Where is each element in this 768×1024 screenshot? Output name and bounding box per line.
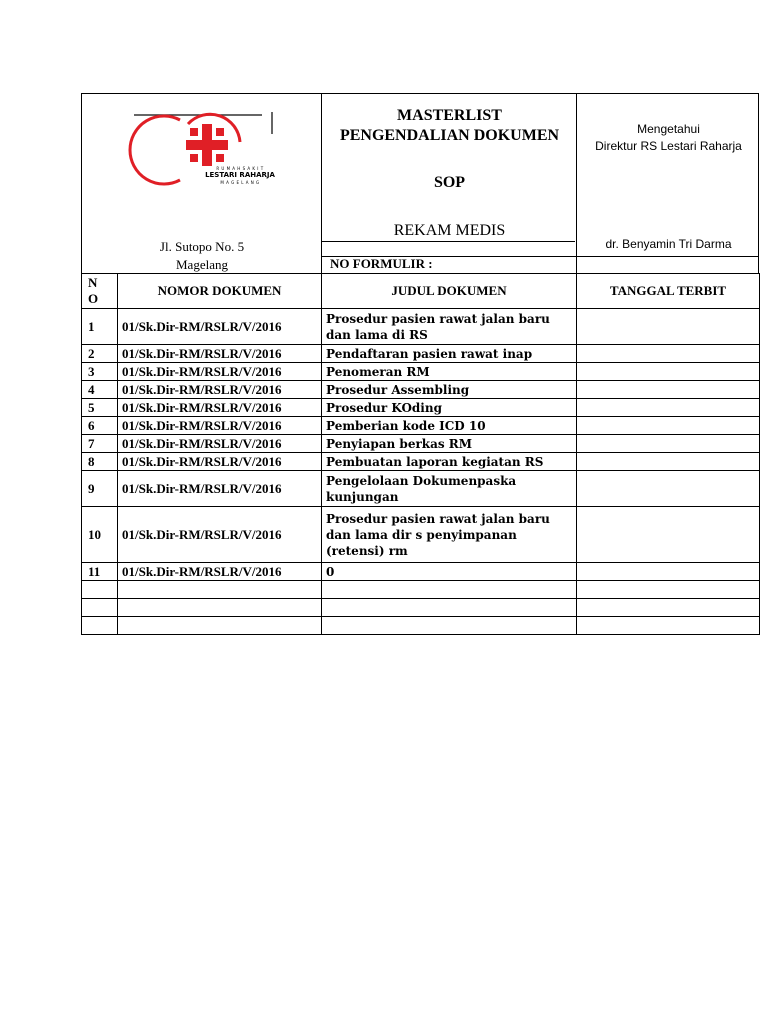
- unit-name: REKAM MEDIS: [393, 222, 506, 239]
- table-row-empty: [82, 617, 760, 635]
- row-tanggal: [577, 435, 760, 453]
- table-row: [82, 309, 760, 345]
- address-city: Magelang: [176, 257, 228, 272]
- title-masterlist: MASTERLIST: [397, 107, 502, 124]
- approver-name: dr. Benyamin Tri Darma: [605, 237, 732, 251]
- document-type: SOP: [433, 174, 466, 191]
- col-header-tanggal: TANGGAL TERBIT: [577, 274, 760, 309]
- row-tanggal: [577, 471, 760, 507]
- row-nomor: 01/Sk.Dir-RM/RSLR/V/2016: [118, 507, 322, 563]
- empty-cell: [118, 581, 322, 599]
- row-tanggal: [577, 563, 760, 581]
- row-tanggal: [577, 309, 760, 345]
- table-row: [82, 563, 760, 581]
- logo-line-2: LESTARI RAHARJA: [205, 171, 275, 179]
- row-tanggal: [577, 363, 760, 381]
- table-row: [82, 345, 760, 363]
- no-formulir-label: NO FORMULIR :: [330, 256, 433, 271]
- row-judul: Prosedur pasien rawat jalan baru dan lama dir s penyimpanan (retensi) rm: [322, 507, 577, 563]
- table-row: [82, 363, 760, 381]
- hospital-logo: [122, 102, 282, 202]
- row-judul: Pengelolaan Dokumenpaska kunjungan: [322, 471, 577, 507]
- col-header-judul: JUDUL DOKUMEN: [322, 274, 577, 309]
- empty-cell: [577, 581, 760, 599]
- table-header-row: [82, 274, 760, 309]
- hospital-logo-icon: [122, 102, 282, 202]
- empty-cell: [82, 581, 118, 599]
- row-tanggal: [577, 453, 760, 471]
- row-no: 9: [82, 471, 118, 507]
- row-no: 11: [82, 563, 118, 581]
- logo-line-3: M A G E L A N G: [220, 180, 260, 185]
- address-street: Jl. Sutopo No. 5: [159, 239, 245, 254]
- row-judul: Prosedur pasien rawat jalan baru dan lama di RS: [322, 309, 577, 345]
- row-no: 5: [82, 399, 118, 417]
- row-no: 7: [82, 435, 118, 453]
- document-table: [81, 273, 760, 635]
- row-nomor: 01/Sk.Dir-RM/RSLR/V/2016: [118, 309, 322, 345]
- row-tanggal: [577, 507, 760, 563]
- row-judul: Penyiapan berkas RM: [322, 435, 577, 453]
- row-nomor: 01/Sk.Dir-RM/RSLR/V/2016: [118, 471, 322, 507]
- row-nomor: 01/Sk.Dir-RM/RSLR/V/2016: [118, 399, 322, 417]
- empty-cell: [577, 599, 760, 617]
- table-row: [82, 471, 760, 507]
- table-row: [82, 435, 760, 453]
- row-nomor: 01/Sk.Dir-RM/RSLR/V/2016: [118, 381, 322, 399]
- empty-cell: [118, 599, 322, 617]
- col-header-no: N O: [82, 274, 118, 309]
- row-nomor: 01/Sk.Dir-RM/RSLR/V/2016: [118, 417, 322, 435]
- row-no: 6: [82, 417, 118, 435]
- table-row: [82, 507, 760, 563]
- row-nomor: 01/Sk.Dir-RM/RSLR/V/2016: [118, 363, 322, 381]
- title-pengendalian: PENGENDALIAN DOKUMEN: [339, 127, 560, 144]
- col-header-nomor: NOMOR DOKUMEN: [118, 274, 322, 309]
- approval-label: Mengetahui: [637, 122, 700, 136]
- row-nomor: 01/Sk.Dir-RM/RSLR/V/2016: [118, 435, 322, 453]
- logo-line-1: R U M A H S A K I T: [216, 166, 264, 171]
- table-row: [82, 399, 760, 417]
- row-tanggal: [577, 381, 760, 399]
- empty-cell: [322, 581, 577, 599]
- header-rule-title: [321, 241, 575, 242]
- row-no: 10: [82, 507, 118, 563]
- row-nomor: 01/Sk.Dir-RM/RSLR/V/2016: [118, 563, 322, 581]
- table-row-empty: [82, 581, 760, 599]
- row-no: 3: [82, 363, 118, 381]
- empty-cell: [82, 599, 118, 617]
- table-row: [82, 453, 760, 471]
- row-nomor: 01/Sk.Dir-RM/RSLR/V/2016: [118, 453, 322, 471]
- row-judul: Prosedur Assembling: [322, 381, 577, 399]
- row-tanggal: [577, 345, 760, 363]
- table-row: [82, 417, 760, 435]
- masterlist-document: [81, 93, 759, 635]
- row-judul: Pemberian kode ICD 10: [322, 417, 577, 435]
- empty-cell: [577, 617, 760, 635]
- row-judul: Prosedur KOding: [322, 399, 577, 417]
- empty-cell: [82, 617, 118, 635]
- approval-role: Direktur RS Lestari Raharja: [595, 139, 742, 153]
- row-no: 4: [82, 381, 118, 399]
- row-judul: Pendaftaran pasien rawat inap: [322, 345, 577, 363]
- row-judul: Penomeran RM: [322, 363, 577, 381]
- row-tanggal: [577, 417, 760, 435]
- row-judul: Pembuatan laporan kegiatan RS: [322, 453, 577, 471]
- table-row-empty: [82, 599, 760, 617]
- table-row: [82, 381, 760, 399]
- empty-cell: [322, 599, 577, 617]
- document-header: [81, 93, 759, 273]
- row-tanggal: [577, 399, 760, 417]
- row-no: 1: [82, 309, 118, 345]
- empty-cell: [322, 617, 577, 635]
- row-no: 8: [82, 453, 118, 471]
- row-judul: 0: [322, 563, 577, 581]
- row-no: 2: [82, 345, 118, 363]
- row-nomor: 01/Sk.Dir-RM/RSLR/V/2016: [118, 345, 322, 363]
- empty-cell: [118, 617, 322, 635]
